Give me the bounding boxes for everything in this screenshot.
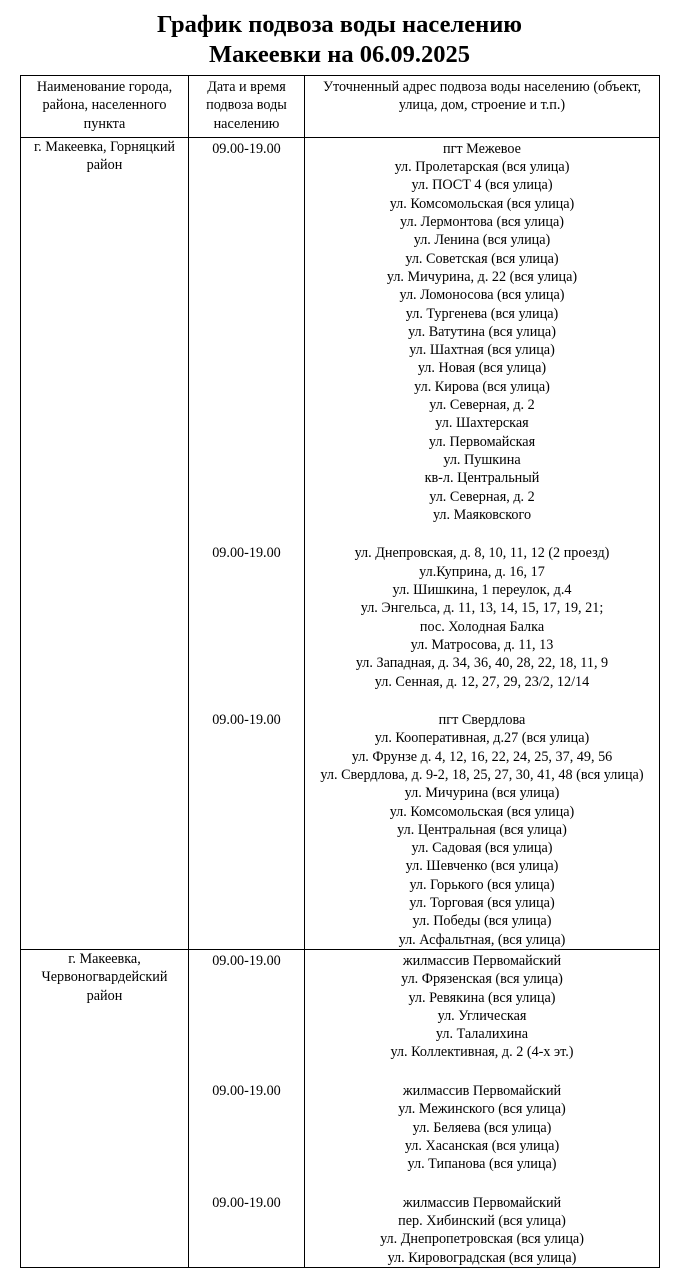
address-block [307,542,657,690]
address-line: ул. Победы (вся улица) [412,913,552,930]
address-line: ул. Ленина (вся улица) [413,232,551,249]
address-line: ул. Советская (вся улица) [405,250,559,267]
address-line: ул. Тургенева (вся улица) [405,305,559,322]
address-line: ул. Кирова (вся улица) [414,378,550,395]
address-line: ул. Углическая [437,1007,527,1024]
region-cell: г. Макеевка, Горняцкий район [21,137,189,949]
address-line: ул. Шахтерская [435,415,529,432]
address-line: ул. Шевченко (вся улица) [405,858,559,875]
document-title [0,10,679,70]
time-cell [189,949,305,1267]
table-header-row [21,76,660,138]
address-line: ул. Межинского (вся улица) [398,1101,566,1118]
address-line: ул. Северная, д. 2 [429,397,535,414]
address-block [307,709,657,949]
address-line: ул. Типанова (вся улица) [407,1156,557,1173]
address-line: ул. Западная, д. 34, 36, 40, 28, 22, 18, 11, 9 [355,655,609,672]
address-line: ул. Кировоградская (вся улица) [387,1249,577,1266]
address-line: ул. Фрязенская (вся улица) [401,971,563,988]
address-line: ул. Ломоносова (вся улица) [399,287,565,304]
region-cell: г. Макеевка, Червоногвардейский район [21,949,189,1267]
address-line: ул. Торговая (вся улица) [409,895,555,912]
address-line: ул. Свердлова, д. 9-2, 18, 25, 27, 30, 41, 48 (вся улица) [320,766,644,783]
header-datetime: Дата и время подвоза воды населению [189,76,305,138]
address-line: ул. Мичурина (вся улица) [404,785,560,802]
address-cell [305,949,660,1267]
title-line-1: График подвоза воды населению [156,11,523,38]
address-line: ул. Днепропетровская (вся улица) [380,1231,584,1248]
address-line: ул. Центральная (вся улица) [397,821,567,838]
address-line: ул. Маяковского [432,506,532,523]
address-line: ул. Мичурина, д. 22 (вся улица) [386,268,578,285]
address-cell [305,137,660,949]
address-line: пгт Свердлова [438,712,526,729]
address-line: жилмассив Первомайский [402,952,562,969]
address-line: ул. Асфальтная, (вся улица) [398,931,566,948]
address-line: кв-л. Центральный [424,470,540,487]
address-line: ул. Горького (вся улица) [409,876,555,893]
address-block [307,1080,657,1173]
address-line: ул. Новая (вся улица) [417,360,547,377]
address-line: ул. Лермонтова (вся улица) [400,214,564,231]
address-line: ул. Беляева (вся улица) [412,1119,552,1136]
time-slot: 09.00-19.00 [212,1194,281,1211]
address-line: ул. Комсомольская (вся улица) [389,195,575,212]
address-line: ул. Энгельса, д. 11, 13, 14, 15, 17, 19, 21; [360,600,604,617]
table-body [21,137,660,1267]
address-line: ул. Матросова, д. 11, 13 [410,636,554,653]
address-line: ул. Первомайская [428,433,536,450]
address-line: ул. Северная, д. 2 [429,488,535,505]
address-line: жилмассив Первомайский [402,1083,562,1100]
address-line: ул. Комсомольская (вся улица) [389,803,575,820]
address-line: ул. Сенная, д. 12, 27, 29, 23/2, 12/14 [374,673,590,690]
address-line: ул. Шишкина, 1 переулок, д.4 [392,582,572,599]
water-schedule-table [20,75,660,1268]
table-row [21,949,660,1267]
address-line: пос. Холодная Балка [419,618,545,635]
address-line: ул. Кооперативная, д.27 (вся улица) [374,730,590,747]
time-slot: 09.00-19.00 [212,712,281,729]
header-place: Наименование города, района, населенного пункта [21,76,189,138]
address-line: ул. Садовая (вся улица) [411,840,553,857]
time-slot: 09.00-19.00 [212,545,281,562]
table-row [21,137,660,949]
address-line: ул. Пролетарская (вся улица) [394,159,570,176]
address-line: ул. Шахтная (вся улица) [409,342,555,359]
address-line: ул. Ватутина (вся улица) [408,323,556,340]
address-line: жилмассив Первомайский [402,1194,562,1211]
address-line: ул. Хасанская (вся улица) [404,1137,560,1154]
address-block [307,1192,657,1267]
address-line: ул. Талалихина [435,1026,529,1043]
address-line: ул. Фрунзе д. 4, 12, 16, 22, 24, 25, 37, 49, 56 [351,748,613,765]
address-line: ул. ПОСТ 4 (вся улица) [411,177,553,194]
address-line: ул. Пушкина [443,451,521,468]
header-address: Уточненный адрес подвоза воды населению (объект, улица, дом, строение и т.п.) [305,76,660,138]
address-line: пгт Межевое [443,140,521,157]
time-slot: 09.00-19.00 [212,1083,281,1100]
address-line: ул. Ревякина (вся улица) [408,989,556,1006]
time-slot: 09.00-19.00 [212,953,281,970]
address-line: ул. Днепровская, д. 8, 10, 11, 12 (2 проезд) [354,545,610,562]
time-slot: 09.00-19.00 [212,141,281,158]
address-line: пер. Хибинский (вся улица) [398,1213,566,1230]
address-line: ул. Коллективная, д. 2 (4-х эт.) [390,1044,574,1061]
address-line: ул.Куприна, д. 16, 17 [419,563,545,580]
time-cell [189,137,305,949]
title-line-2: Макеевки на 06.09.2025 [209,41,470,68]
address-block [307,950,657,1062]
address-block [307,138,657,524]
